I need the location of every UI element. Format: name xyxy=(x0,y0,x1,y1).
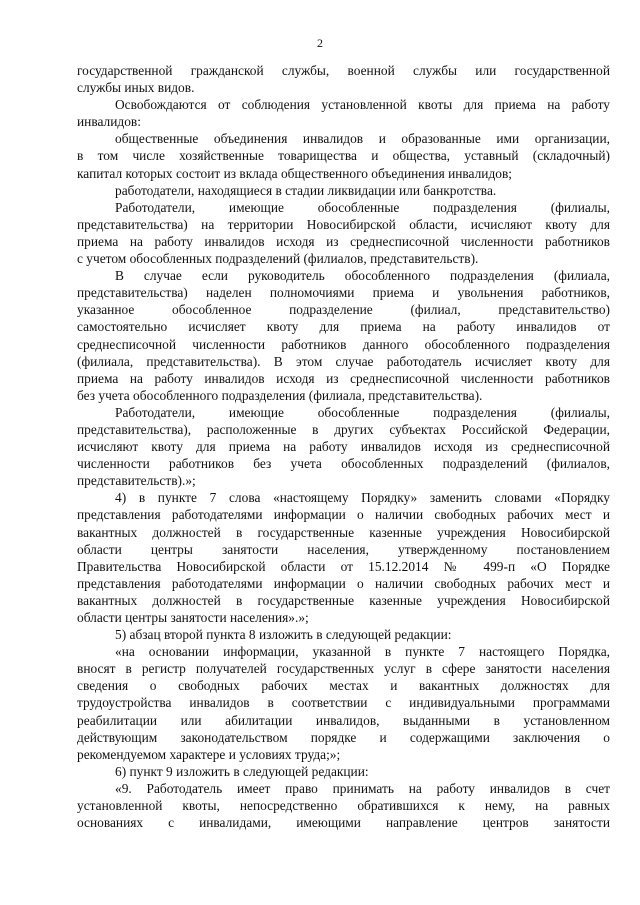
text-line: среднесписочной численности работников данного обособленного подразделения xyxy=(77,336,610,352)
text-line: без учета обособленного подразделения (филиала, представительства). xyxy=(77,387,483,403)
text-line: с учетом обособленных подразделений (филиалов, представительств). xyxy=(77,251,479,267)
text-line: области центры занятости населения, утвержденному постановлением xyxy=(77,541,610,557)
text-line: действующим законодательством порядке и содержащими заключения о xyxy=(77,729,610,745)
text-line: «на основании информации, указанной в пункте 7 настоящего Порядка, xyxy=(115,644,610,660)
text-line: «9. Работодатель имеет право принимать на работу инвалидов в счет xyxy=(115,780,610,796)
text-line: указанное обособленное подразделение (филиал, представительство) xyxy=(77,302,610,318)
text-line: приема на работу инвалидов исходя из среднесписочной численности работников xyxy=(77,370,610,386)
text-line: представления работодателями информации о наличии свободных рабочих мест и xyxy=(77,507,610,523)
text-line: основаниях с инвалидами, имеющими направление центров занятости xyxy=(77,815,610,831)
text-line: В случае если руководитель обособленного подразделения (филиала, xyxy=(115,268,610,284)
text-line: приема на работу инвалидов исходя из среднесписочной численности работников xyxy=(77,233,610,249)
page-number: 2 xyxy=(317,36,323,50)
text-line: работодатели, находящиеся в стадии ликвидации или банкротства. xyxy=(115,182,497,198)
text-line: инвалидов: xyxy=(77,114,141,130)
text-line: вакантных должностей в государственные казенные учреждения Новосибирской xyxy=(77,592,610,608)
text-line: трудоустройства инвалидов в соответствии с индивидуальными программами xyxy=(77,695,610,711)
text-line: представления работодателями информации о наличии свободных рабочих мест и xyxy=(77,575,610,591)
text-line: рекомендуемом характере и условиях труда;»; xyxy=(77,746,341,762)
text-line: области центры занятости населения».»; xyxy=(77,610,309,625)
text-line: вносят в регистр получателей государственных услуг в сфере занятости населения xyxy=(77,661,610,677)
text-line: 5) абзац второй пункта 8 изложить в следующей редакции: xyxy=(115,627,452,643)
text-line: представительств).»; xyxy=(77,473,196,489)
text-line: общественные объединения инвалидов и образованные ими организации, xyxy=(115,131,610,147)
text-line: исчисляют квоту для приема на работу инвалидов исходя из среднесписочной xyxy=(77,439,610,455)
text-line: сведения о свободных рабочих местах и вакантных должностях для xyxy=(77,678,610,694)
text-line: капитал которых состоит из вклада общественного объединения инвалидов; xyxy=(77,165,513,181)
text-line: представительства), расположенные в других субъектах Российской Федерации, xyxy=(77,421,610,437)
text-line: (филиала, представительства). В этом случае работодатель исчисляет квоту для xyxy=(77,353,610,369)
text-line: численности работников без учета обособленных подразделений (филиалов, xyxy=(77,456,610,472)
text-line: Освобождаются от соблюдения установленной квоты для приема на работу xyxy=(115,97,610,113)
text-line: Правительства Новосибирской области от 15.12.2014 № 499-п «О Порядке xyxy=(77,558,610,574)
text-line: Работодатели, имеющие обособленные подразделения (филиалы, xyxy=(115,199,610,215)
text-line: самостоятельно исчисляет квоту для приема на работу инвалидов от xyxy=(77,319,610,335)
text-line: государственной гражданской службы, военной службы или государственной xyxy=(77,63,610,78)
text-line: вакантных должностей в государственные казенные учреждения Новосибирской xyxy=(77,524,610,540)
text-line: 4) в пункте 7 слова «настоящему Порядку» заменить словами «Порядку xyxy=(115,490,610,506)
text-line: реабилитации или абилитации инвалидов, выданными в установленном xyxy=(77,712,610,728)
text-line: службы иных видов. xyxy=(77,80,195,96)
document-body xyxy=(77,62,610,831)
text-line: 6) пункт 9 изложить в следующей редакции: xyxy=(115,763,369,779)
text-line: Работодатели, имеющие обособленные подразделения (филиалы, xyxy=(115,404,610,420)
text-line: установленной квоты, непосредственно обратившихся к нему, на равных xyxy=(77,798,610,814)
text-line: представительства) на территории Новосибирской области, исчисляют квоту для xyxy=(77,216,610,232)
text-line: в том числе хозяйственные товарищества и общества, уставный (складочный) xyxy=(77,148,610,164)
text-line: представительства) наделен полномочиями приема и увольнения работников, xyxy=(77,285,610,301)
